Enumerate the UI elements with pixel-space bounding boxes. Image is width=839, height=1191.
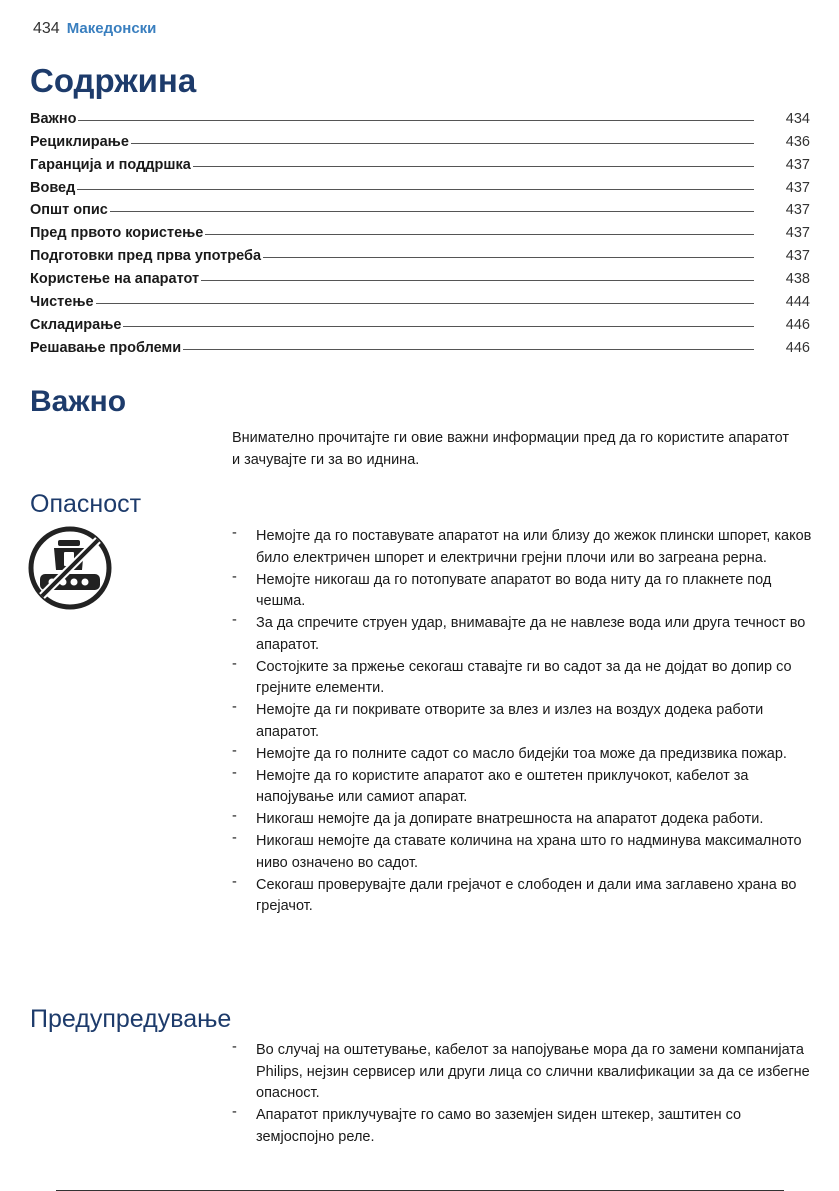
page-number: 434 — [33, 20, 60, 37]
list-item — [232, 657, 812, 700]
toc-leader-line — [110, 211, 754, 212]
no-hot-surface-icon — [28, 526, 112, 610]
toc-entry-page: 437 — [785, 179, 810, 196]
toc-entry[interactable] — [30, 264, 810, 287]
toc-entry[interactable] — [30, 127, 810, 150]
toc-leader-line — [123, 326, 754, 327]
list-item-text: Никогаш немојте да ја допирате внатрешноста на апаратот додека работи. — [256, 811, 764, 827]
list-item — [232, 875, 812, 918]
list-item-text: Немојте никогаш да го потопувате апаратот во вода ниту да го плакнете под чешма. — [256, 571, 772, 609]
toc-entry-label: Пред првото користење — [30, 225, 204, 242]
toc-entry-label: Рециклирање — [30, 133, 129, 150]
toc-leader-line — [201, 280, 754, 281]
list-item — [232, 766, 812, 809]
toc-leader-line — [77, 189, 754, 190]
toc-entry[interactable] — [30, 241, 810, 264]
toc-entry[interactable] — [30, 310, 810, 333]
bullet-dash: - — [232, 1104, 237, 1120]
danger-list — [232, 526, 812, 918]
toc-title: Содржина — [30, 62, 197, 99]
toc-entry-page: 444 — [785, 294, 810, 311]
toc-entry-label: Подготовки пред прва употреба — [30, 248, 262, 265]
bullet-dash: - — [232, 655, 237, 672]
list-item-text: Никогаш немојте да ставате количина на храна што го надминува максималното ниво означено во садот. — [256, 833, 802, 871]
list-item — [232, 809, 812, 831]
warning-title: Предупредување — [30, 1005, 232, 1033]
bullet-dash: - — [232, 808, 237, 824]
bullet-dash: - — [232, 742, 237, 759]
toc-entry[interactable] — [30, 150, 810, 173]
list-item-text: Апаратот приклучувајте го само во заземјен ѕиден штекер, заштитен со земјоспојно реле. — [256, 1107, 742, 1145]
toc-entry[interactable] — [30, 218, 810, 241]
toc-entry-page: 437 — [785, 225, 810, 242]
toc-entry-label: Општ опис — [30, 202, 108, 219]
list-item — [232, 831, 812, 874]
toc-entry[interactable] — [30, 333, 810, 356]
toc-entry[interactable] — [30, 287, 810, 310]
toc-entry[interactable] — [30, 173, 810, 196]
list-item-text: Состојките за пржење секогаш ставајте ги во садот за да не дојдат во допир со грејните елементи. — [256, 658, 792, 696]
list-item — [232, 1040, 812, 1105]
toc-entry-label: Важно — [30, 110, 77, 127]
bullet-dash: - — [232, 699, 237, 715]
toc-leader-line — [78, 120, 754, 121]
toc-entry-label: Складирање — [30, 316, 122, 333]
toc-entry-page: 446 — [785, 339, 810, 356]
list-item-text: Немојте да ги покривате отворите за влез и излез на воздух додека работи апаратот. — [256, 702, 764, 740]
page-header — [33, 20, 156, 38]
toc-entry-page: 437 — [785, 248, 810, 265]
toc-entry[interactable] — [30, 104, 810, 127]
bullet-dash: - — [232, 612, 237, 628]
list-item-text: Во случај на оштетување, кабелот за напојување мора да го замени компанијата Philips, нејзин сервисер или други лица со слични квалификации за да се избегне опасност. — [256, 1042, 810, 1101]
toc-entry-page: 434 — [785, 110, 810, 127]
toc-leader-line — [183, 349, 754, 350]
toc-leader-line — [193, 166, 754, 167]
bullet-dash: - — [232, 873, 237, 890]
toc-leader-line — [205, 234, 754, 235]
important-intro: Внимателно прочитајте ги овие важни информации пред да го користите апаратот и зачувајте ги за во иднина. — [232, 430, 790, 468]
toc-leader-line — [131, 143, 754, 144]
toc-entry-label: Решавање проблеми — [30, 339, 182, 356]
list-item — [232, 744, 812, 766]
list-item-text: Немојте да го користите апаратот ако е оштетен приклучокот, кабелот за напојување или самиот апарат. — [256, 767, 749, 805]
list-item-text: За да спречите струен удар, внимавајте да не навлезе вода или друга течност во апаратот. — [256, 615, 806, 653]
language-label: Македонски — [66, 20, 157, 37]
list-item-text: Немојте да го поставувате апаратот на или близу до жежок плински шпорет, каков било електричен шпорет и електрични грејни плочи или во загреана рерна. — [256, 528, 812, 566]
bullet-dash: - — [232, 568, 237, 585]
toc-entry-page: 446 — [785, 316, 810, 333]
bullet-dash: - — [232, 525, 237, 541]
toc-leader-line — [96, 303, 754, 304]
warning-list — [232, 1040, 812, 1149]
toc-entry-page: 437 — [785, 156, 810, 173]
toc-entry-label: Чистење — [30, 294, 94, 311]
list-item — [232, 570, 812, 613]
list-item — [232, 613, 812, 656]
toc-entry-page: 437 — [785, 202, 810, 219]
bullet-dash: - — [232, 764, 237, 781]
toc-leader-line — [263, 257, 754, 258]
toc-entry-label: Гаранција и поддршка — [30, 156, 191, 173]
toc-entry-page: 438 — [785, 271, 810, 288]
bullet-dash: - — [232, 830, 237, 846]
list-item — [232, 700, 812, 743]
table-of-contents — [30, 104, 810, 356]
list-item-text: Секогаш проверувајте дали грејачот е слободен и дали има заглавено храна во грејачот. — [256, 876, 797, 914]
list-item-text: Немојте да го полните садот со масло бидејќи тоа може да предизвика пожар. — [256, 745, 787, 762]
toc-entry-page: 436 — [785, 133, 810, 150]
danger-title: Опасност — [30, 490, 142, 518]
bullet-dash: - — [232, 1039, 237, 1055]
important-title: Важно — [30, 385, 127, 418]
list-item — [232, 1105, 812, 1148]
toc-entry-label: Користење на апаратот — [30, 271, 200, 288]
list-item — [232, 526, 812, 569]
toc-entry-label: Вовед — [30, 179, 76, 196]
toc-entry[interactable] — [30, 196, 810, 219]
